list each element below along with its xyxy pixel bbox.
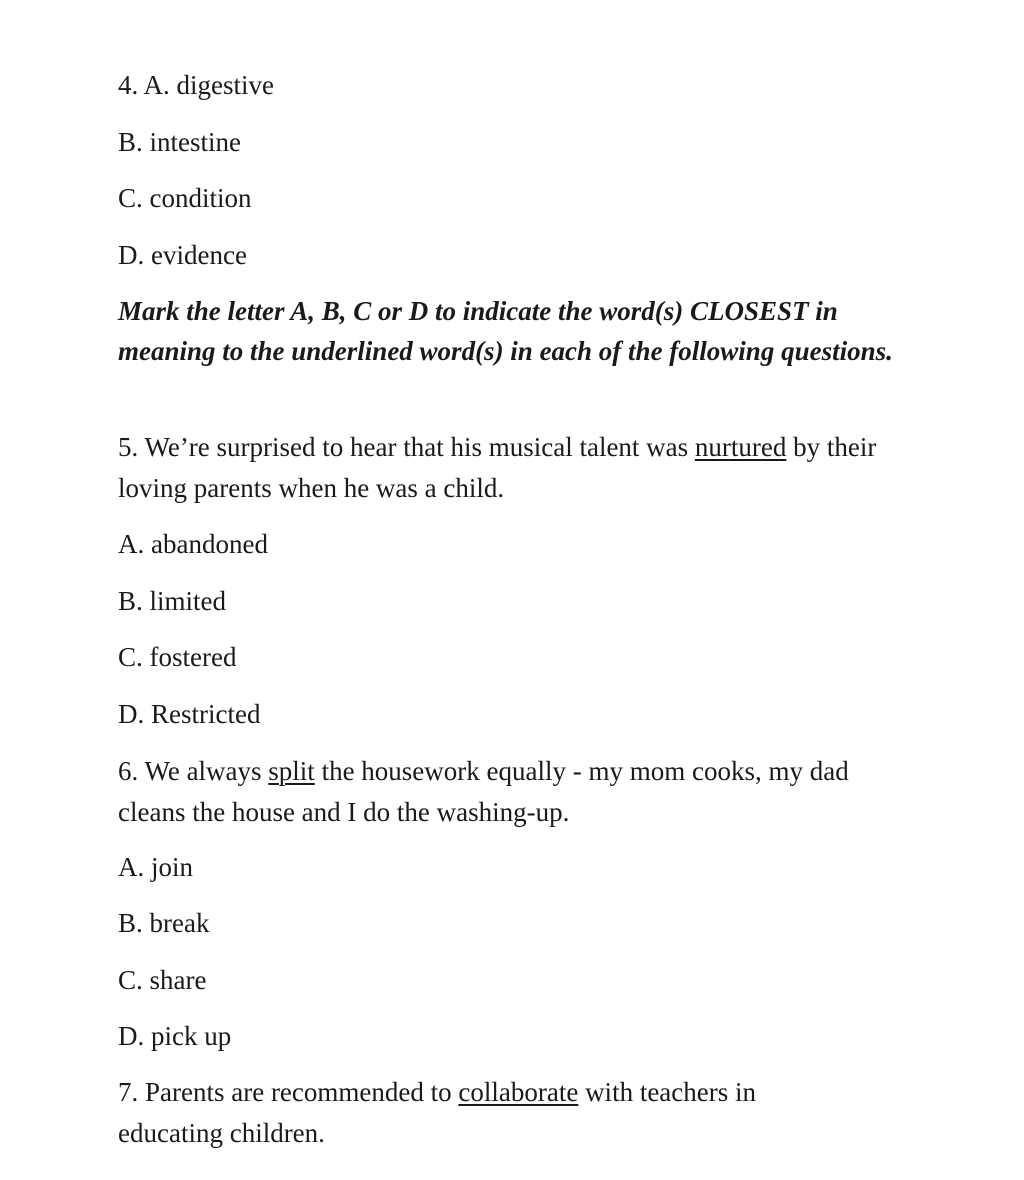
q4-option-d: D. evidence xyxy=(118,240,247,270)
q6-stem xyxy=(118,751,908,833)
q5-option-c: C. fostered xyxy=(118,642,237,672)
q6-option-d: D. pick up xyxy=(118,1021,232,1051)
q4-option-c: C. condition xyxy=(118,183,252,213)
q6-option-c: C. share xyxy=(118,965,207,995)
q5-option-a: A. abandoned xyxy=(118,529,268,559)
q5-option-d: D. Restricted xyxy=(118,699,261,729)
q5-stem xyxy=(118,427,888,509)
q7-stem-after: with teachers in educating children. xyxy=(118,1077,757,1148)
q7-underlined-word: collaborate xyxy=(458,1077,579,1107)
q5-option-b: B. limited xyxy=(118,586,226,616)
q4-option-a: 4. A. digestive xyxy=(118,70,274,100)
q7-stem-before: 7. Parents are recommended to xyxy=(118,1077,459,1107)
q6-option-a: A. join xyxy=(118,852,194,882)
q6-stem-before: 6. We always xyxy=(118,756,269,786)
q6-option-b: B. break xyxy=(118,908,210,938)
q5-underlined-word: nurtured xyxy=(694,432,787,462)
q7-stem xyxy=(118,1072,848,1154)
q5-stem-before: 5. We’re surprised to hear that his musical talent was xyxy=(118,432,695,462)
q6-stem-after: the housework equally - my mom cooks, my dad cleans the house and I do the washing-up. xyxy=(118,756,849,827)
section-instruction: Mark the letter A, B, C or D to indicate the word(s) CLOSEST in meaning to the underlined word(s) in each of the following questions. xyxy=(118,296,893,366)
q5-stem-after: by their loving parents when he was a child. xyxy=(118,432,877,503)
q4-option-b: B. intestine xyxy=(118,127,241,157)
q6-underlined-word: split xyxy=(268,756,315,786)
